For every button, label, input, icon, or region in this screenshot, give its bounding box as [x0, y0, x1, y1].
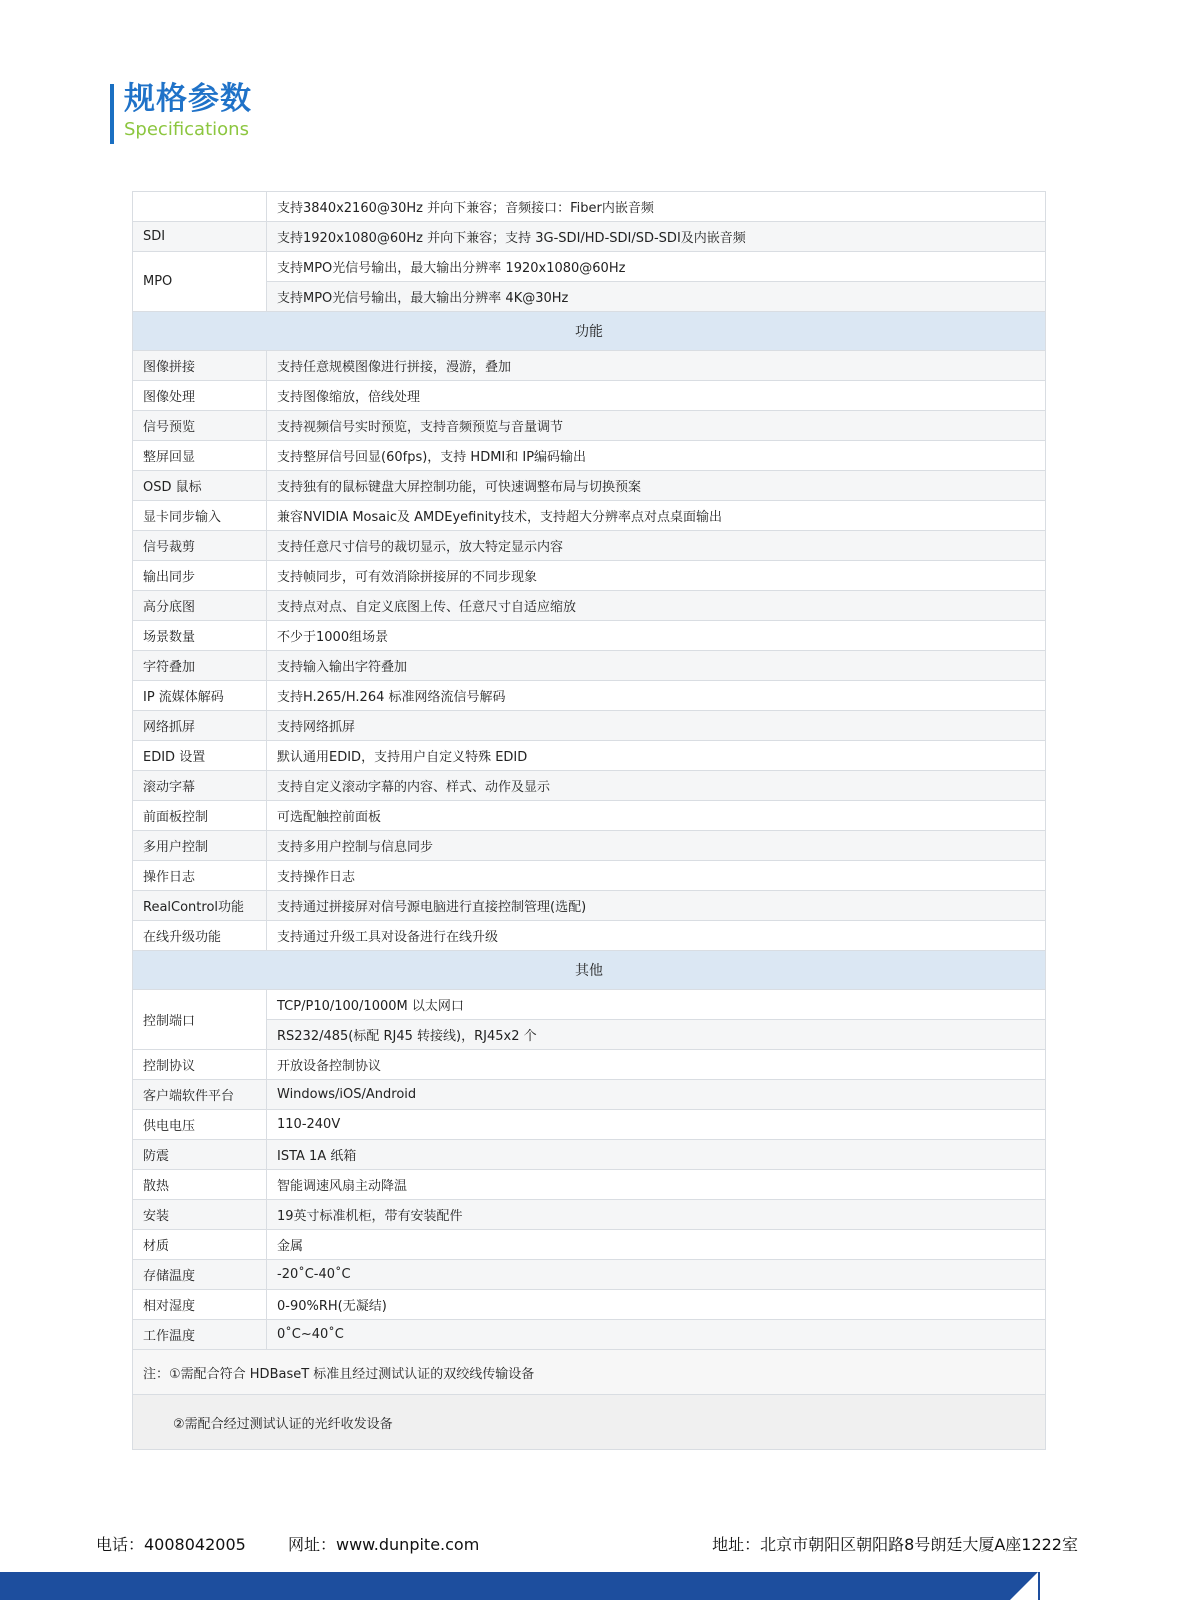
- page-title: 规格参数: [124, 81, 252, 117]
- table-row: [133, 921, 1046, 951]
- spec-key: EDID 设置: [133, 741, 267, 771]
- table-row: [133, 801, 1046, 831]
- spec-value: 19英寸标准机柜，带有安装配件: [267, 1200, 1046, 1230]
- spec-value: 支持通过拼接屏对信号源电脑进行直接控制管理(选配): [267, 891, 1046, 921]
- spec-value: 支持点对点、自定义底图上传、任意尺寸自适应缩放: [267, 591, 1046, 621]
- table-row: [133, 1140, 1046, 1170]
- table-row: [133, 951, 1046, 990]
- table-row: [133, 651, 1046, 681]
- spec-value: 金属: [267, 1230, 1046, 1260]
- footer-website: 网址：www.dunpite.com: [288, 1535, 480, 1554]
- spec-key: 多用户控制: [133, 831, 267, 861]
- spec-value: 支持MPO光信号输出，最大输出分辨率 1920x1080@60Hz: [267, 252, 1046, 282]
- table-row: [133, 861, 1046, 891]
- spec-value: RS232/485(标配 RJ45 转接线)，RJ45x2 个: [267, 1020, 1046, 1050]
- table-row: [133, 222, 1046, 252]
- footer: [96, 1532, 1078, 1556]
- table-row: [133, 411, 1046, 441]
- spec-key: 信号预览: [133, 411, 267, 441]
- table-row: [133, 381, 1046, 411]
- spec-value: 支持自定义滚动字幕的内容、样式、动作及显示: [267, 771, 1046, 801]
- spec-value: 不少于1000组场景: [267, 621, 1046, 651]
- spec-key: SDI: [133, 222, 267, 252]
- spec-value: 支持H.265/H.264 标准网络流信号解码: [267, 681, 1046, 711]
- table-row: [133, 990, 1046, 1020]
- spec-key: 网络抓屏: [133, 711, 267, 741]
- spec-key: 显卡同步输入: [133, 501, 267, 531]
- spec-key: 安装: [133, 1200, 267, 1230]
- spec-key: RealControl功能: [133, 891, 267, 921]
- spec-value: 支持通过升级工具对设备进行在线升级: [267, 921, 1046, 951]
- title-accent-bar: [110, 84, 114, 144]
- spec-value: 智能调速风扇主动降温: [267, 1170, 1046, 1200]
- table-row: [133, 1170, 1046, 1200]
- spec-value: 支持多用户控制与信息同步: [267, 831, 1046, 861]
- spec-value: 支持输入输出字符叠加: [267, 651, 1046, 681]
- spec-key: OSD 鼠标: [133, 471, 267, 501]
- spec-key: 图像拼接: [133, 351, 267, 381]
- bottom-band: [0, 1572, 1178, 1600]
- spec-key: 散热: [133, 1170, 267, 1200]
- table-row: [133, 741, 1046, 771]
- spec-value: 支持1920x1080@60Hz 并向下兼容；支持 3G-SDI/HD-SDI/SD-SDI及内嵌音频: [267, 222, 1046, 252]
- table-row: [133, 1110, 1046, 1140]
- spec-value: -20˚C-40˚C: [267, 1260, 1046, 1290]
- spec-key: 滚动字幕: [133, 771, 267, 801]
- spec-value: 0-90%RH(无凝结): [267, 1290, 1046, 1320]
- spec-key: 图像处理: [133, 381, 267, 411]
- spec-value: 110-240V: [267, 1110, 1046, 1140]
- spec-value: 兼容NVIDIA Mosaic及 AMDEyefinity技术，支持超大分辨率点对点桌面输出: [267, 501, 1046, 531]
- table-row: [133, 831, 1046, 861]
- spec-key: 字符叠加: [133, 651, 267, 681]
- table-row: [133, 1200, 1046, 1230]
- page-subtitle: Specifications: [124, 119, 249, 140]
- spec-key: 客户端软件平台: [133, 1080, 267, 1110]
- spec-value: 支持操作日志: [267, 861, 1046, 891]
- table-row: [133, 561, 1046, 591]
- spec-key: 高分底图: [133, 591, 267, 621]
- table-row: [133, 192, 1046, 222]
- section-header-function: 功能: [133, 312, 1046, 351]
- table-row: [133, 711, 1046, 741]
- table-row: [133, 591, 1046, 621]
- spec-key: 整屏回显: [133, 441, 267, 471]
- table-row: [133, 471, 1046, 501]
- table-row: [133, 1290, 1046, 1320]
- table-row: [133, 1020, 1046, 1050]
- spec-value: 支持MPO光信号输出，最大输出分辨率 4K@30Hz: [267, 282, 1046, 312]
- footer-address: 地址：北京市朝阳区朝阳路8号朗廷大厦A座1222室: [712, 1535, 1078, 1554]
- table-row: [133, 531, 1046, 561]
- bottom-corner: [1040, 1572, 1178, 1600]
- spec-value: 支持任意尺寸信号的裁切显示，放大特定显示内容: [267, 531, 1046, 561]
- spec-value: 开放设备控制协议: [267, 1050, 1046, 1080]
- table-row: [133, 282, 1046, 312]
- table-row: [133, 441, 1046, 471]
- spec-key: 场景数量: [133, 621, 267, 651]
- spec-value: 支持3840x2160@30Hz 并向下兼容；音频接口：Fiber内嵌音频: [267, 192, 1046, 222]
- spec-value: 支持网络抓屏: [267, 711, 1046, 741]
- spec-value: ISTA 1A 纸箱: [267, 1140, 1046, 1170]
- footer-phone: 电话：4008042005: [96, 1535, 246, 1554]
- note-2: ②需配合经过测试认证的光纤收发设备: [133, 1395, 1046, 1450]
- section-header-other: 其他: [133, 951, 1046, 990]
- table-row: [133, 1260, 1046, 1290]
- spec-value: 支持视频信号实时预览，支持音频预览与音量调节: [267, 411, 1046, 441]
- spec-key: 存储温度: [133, 1260, 267, 1290]
- spec-value: 支持独有的鼠标键盘大屏控制功能，可快速调整布局与切换预案: [267, 471, 1046, 501]
- note-1: 注：①需配合符合 HDBaseT 标准且经过测试认证的双绞线传输设备: [133, 1350, 1046, 1395]
- spec-key: 工作温度: [133, 1320, 267, 1350]
- spec-key: [133, 192, 267, 222]
- spec-key: 控制端口: [133, 990, 267, 1050]
- table-row: [133, 771, 1046, 801]
- spec-key: 控制协议: [133, 1050, 267, 1080]
- table-row: [133, 501, 1046, 531]
- spec-key: MPO: [133, 252, 267, 312]
- spec-value: 可选配触控前面板: [267, 801, 1046, 831]
- table-row: [133, 312, 1046, 351]
- table-row: [133, 351, 1046, 381]
- spec-value: 支持帧同步，可有效消除拼接屏的不同步现象: [267, 561, 1046, 591]
- bottom-cut: [1010, 1572, 1038, 1600]
- spec-key: 信号裁剪: [133, 531, 267, 561]
- spec-value: TCP/P10/100/1000M 以太网口: [267, 990, 1046, 1020]
- spec-value: 支持整屏信号回显(60fps)，支持 HDMI和 IP编码输出: [267, 441, 1046, 471]
- spec-key: 在线升级功能: [133, 921, 267, 951]
- table-row: [133, 1050, 1046, 1080]
- table-row: [133, 621, 1046, 651]
- table-row: [133, 1230, 1046, 1260]
- spec-key: 相对湿度: [133, 1290, 267, 1320]
- spec-value: 0˚C~40˚C: [267, 1320, 1046, 1350]
- table-row: [133, 252, 1046, 282]
- spec-value: 默认通用EDID，支持用户自定义特殊 EDID: [267, 741, 1046, 771]
- spec-key: 操作日志: [133, 861, 267, 891]
- spec-value: 支持任意规模图像进行拼接，漫游，叠加: [267, 351, 1046, 381]
- table-row: [133, 1395, 1046, 1450]
- spec-key: 材质: [133, 1230, 267, 1260]
- spec-key: 供电电压: [133, 1110, 267, 1140]
- spec-value: Windows/iOS/Android: [267, 1080, 1046, 1110]
- spec-key: 前面板控制: [133, 801, 267, 831]
- table-row: [133, 1320, 1046, 1350]
- table-row: [133, 1350, 1046, 1395]
- table-row: [133, 681, 1046, 711]
- spec-value: 支持图像缩放，倍线处理: [267, 381, 1046, 411]
- spec-key: 输出同步: [133, 561, 267, 591]
- spec-table: [132, 191, 1046, 1450]
- spec-key: 防震: [133, 1140, 267, 1170]
- table-row: [133, 1080, 1046, 1110]
- page-title-block: [110, 80, 252, 146]
- spec-key: IP 流媒体解码: [133, 681, 267, 711]
- table-row: [133, 891, 1046, 921]
